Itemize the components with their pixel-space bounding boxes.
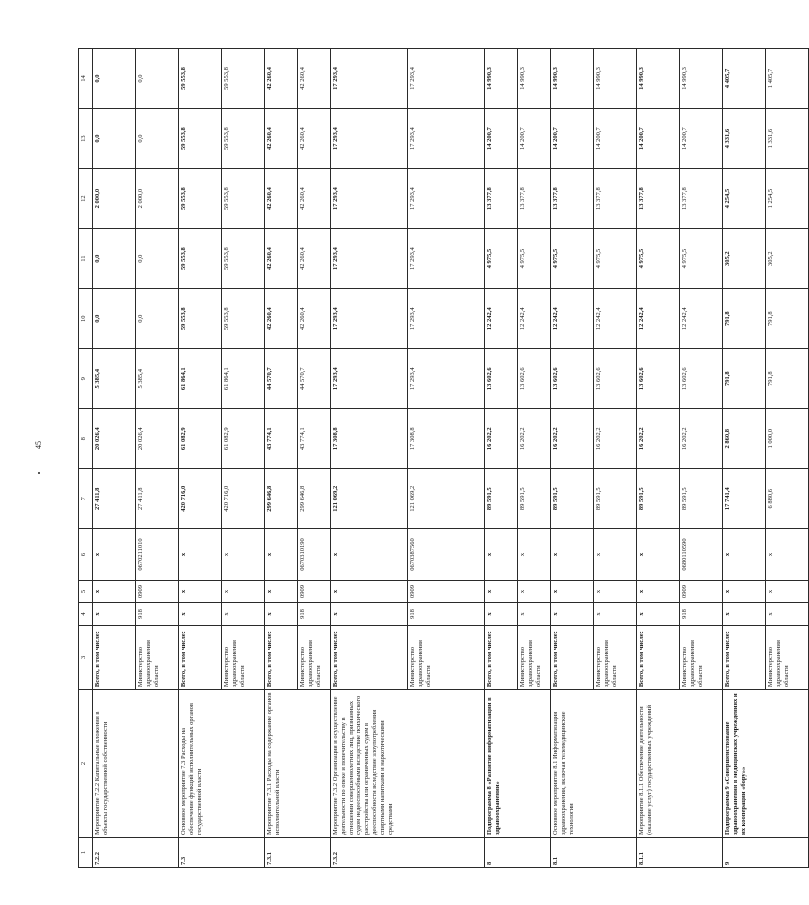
value-cell: 13 377,8 [518, 169, 551, 229]
value-cell: 1 405,7 [766, 49, 809, 109]
value-cell: 13 377,8 [551, 169, 594, 229]
value-cell: 5 385,4 [93, 349, 136, 409]
value-cell: 17 293,4 [331, 169, 408, 229]
code-rzpr: x [723, 580, 766, 603]
value-cell: 4 975,5 [637, 229, 680, 289]
value-cell: 61 864,1 [222, 349, 265, 409]
value-cell: 13 602,6 [551, 349, 594, 409]
table-row [485, 49, 518, 868]
code-grbs: x [222, 603, 265, 626]
value-cell: 4 975,5 [594, 229, 637, 289]
value-cell: 89 591,5 [551, 469, 594, 529]
value-cell: 89 591,5 [485, 469, 518, 529]
value-cell: 420 716,0 [179, 469, 222, 529]
value-cell: 13 377,8 [680, 169, 723, 229]
value-cell: 89 591,5 [637, 469, 680, 529]
value-cell: 27 411,8 [136, 469, 179, 529]
code-grbs: x [179, 603, 222, 626]
table-row [551, 49, 594, 868]
value-cell: 1 254,5 [766, 169, 809, 229]
column-header: 4 [79, 603, 93, 626]
row-id: 7.3.1 [265, 837, 331, 867]
code-grbs: x [265, 603, 298, 626]
value-cell: 0,0 [93, 109, 136, 169]
code-csr: x [331, 529, 408, 580]
column-header: 9 [79, 349, 93, 409]
code-csr: x [551, 529, 594, 580]
funding-source: Всего, в том числе: [331, 625, 408, 689]
code-grbs: x [637, 603, 680, 626]
value-cell: 12 242,4 [680, 289, 723, 349]
value-cell: 89 591,5 [518, 469, 551, 529]
funding-source: Министерство здравоохранения области [222, 625, 265, 689]
value-cell: 17 308,8 [408, 409, 485, 469]
value-cell: 4 975,5 [518, 229, 551, 289]
value-cell: 1 331,6 [766, 109, 809, 169]
value-cell: 14 200,7 [680, 109, 723, 169]
column-header: 11 [79, 229, 93, 289]
code-grbs: 918 [136, 603, 179, 626]
value-cell: 14 200,7 [637, 109, 680, 169]
value-cell: 27 411,8 [93, 469, 136, 529]
value-cell: 2 000,0 [93, 169, 136, 229]
value-cell: 14 990,3 [637, 49, 680, 109]
value-cell: 17 308,8 [331, 409, 408, 469]
rotated-page [78, 48, 790, 868]
funding-source: Министерство здравоохранения области [298, 625, 331, 689]
value-cell: 299 646,8 [265, 469, 298, 529]
value-cell: 2 000,0 [136, 169, 179, 229]
value-cell: 59 553,8 [222, 49, 265, 109]
value-cell: 0,0 [136, 49, 179, 109]
value-cell: 59 553,8 [179, 229, 222, 289]
funding-source: Министерство здравоохранения области [408, 625, 485, 689]
value-cell: 59 553,8 [179, 169, 222, 229]
code-grbs: x [594, 603, 637, 626]
funding-source: Министерство здравоохранения области [680, 625, 723, 689]
value-cell: 13 377,8 [485, 169, 518, 229]
value-cell: 13 602,6 [518, 349, 551, 409]
code-grbs: 918 [298, 603, 331, 626]
value-cell: 14 200,7 [594, 109, 637, 169]
value-cell: 89 591,5 [594, 469, 637, 529]
code-grbs: x [551, 603, 594, 626]
code-rzpr: x [265, 580, 298, 603]
funding-source: Министерство здравоохранения области [518, 625, 551, 689]
value-cell: 13 602,6 [594, 349, 637, 409]
table-row [723, 49, 766, 868]
value-cell: 42 260,4 [265, 229, 298, 289]
value-cell: 13 602,6 [680, 349, 723, 409]
value-cell: 420 716,0 [222, 469, 265, 529]
code-csr: x [637, 529, 680, 580]
value-cell: 59 553,8 [222, 109, 265, 169]
value-cell: 0,0 [93, 49, 136, 109]
funding-source: Всего, в том числе: [637, 625, 680, 689]
value-cell: 42 260,4 [298, 169, 331, 229]
code-csr: 0680110590 [680, 529, 723, 580]
row-id: 9 [723, 837, 809, 867]
row-name: Подпрограмма 8 «Развитие информатизации в здравоохранении» [485, 690, 551, 838]
code-csr: x [518, 529, 551, 580]
row-name: Основное мероприятие 7.3 Расходы на обеспечение функций исполнительных органов государственной власти [179, 690, 265, 838]
row-id: 7.3.2 [331, 837, 485, 867]
budget-table [78, 48, 809, 868]
header-row [79, 49, 93, 868]
code-csr: 0670387560 [408, 529, 485, 580]
code-grbs: x [766, 603, 809, 626]
column-header: 12 [79, 169, 93, 229]
funding-source: Всего, в том числе: [179, 625, 222, 689]
value-cell: 14 200,7 [551, 109, 594, 169]
value-cell: 59 553,8 [179, 109, 222, 169]
value-cell: 20 026,4 [93, 409, 136, 469]
code-csr: x [594, 529, 637, 580]
value-cell: 17 293,4 [331, 229, 408, 289]
value-cell: 14 990,3 [551, 49, 594, 109]
code-grbs: x [331, 603, 408, 626]
value-cell: 0,0 [93, 289, 136, 349]
value-cell: 44 570,7 [298, 349, 331, 409]
value-cell: 17 293,4 [408, 349, 485, 409]
value-cell: 4 975,5 [485, 229, 518, 289]
table-row [265, 49, 298, 868]
value-cell: 16 202,2 [551, 409, 594, 469]
row-name: Мероприятие 7.3.1 Расходы на содержание органов исполнительной власти [265, 690, 331, 838]
code-csr: x [222, 529, 265, 580]
value-cell: 17 293,4 [408, 229, 485, 289]
code-rzpr: x [93, 580, 136, 603]
table-row [637, 49, 680, 868]
value-cell: 12 242,4 [485, 289, 518, 349]
value-cell: 2 860,8 [723, 409, 766, 469]
page-number: 45 [34, 441, 43, 449]
value-cell: 59 553,8 [179, 49, 222, 109]
row-name: Мероприятие 8.1.1 Обеспечение деятельности (оказание услуг) государственных учреждений [637, 690, 723, 838]
row-name: Основное мероприятие 8.1 Информатизация здравоохранения, включая телемедицинские технологии [551, 690, 637, 838]
value-cell: 12 242,4 [551, 289, 594, 349]
code-rzpr: x [594, 580, 637, 603]
row-id: 8 [485, 837, 551, 867]
value-cell: 17 293,4 [331, 49, 408, 109]
code-grbs: 918 [408, 603, 485, 626]
code-grbs: x [93, 603, 136, 626]
value-cell: 17 293,4 [408, 169, 485, 229]
value-cell: 14 990,3 [594, 49, 637, 109]
value-cell: 17 293,4 [408, 289, 485, 349]
value-cell: 791,8 [723, 289, 766, 349]
code-rzpr: 0909 [408, 580, 485, 603]
value-cell: 5 385,4 [136, 349, 179, 409]
value-cell: 42 260,4 [265, 289, 298, 349]
value-cell: 44 570,7 [265, 349, 298, 409]
value-cell: 59 553,8 [222, 229, 265, 289]
code-rzpr: 0909 [298, 580, 331, 603]
column-header: 7 [79, 469, 93, 529]
value-cell: 4 405,7 [723, 49, 766, 109]
page-dot [38, 472, 40, 474]
value-cell: 299 646,8 [298, 469, 331, 529]
code-csr: x [265, 529, 298, 580]
value-cell: 12 242,4 [518, 289, 551, 349]
funding-source: Министерство здравоохранения области [136, 625, 179, 689]
column-header: 3 [79, 625, 93, 689]
table-row [179, 49, 222, 868]
funding-source: Всего, в том числе: [551, 625, 594, 689]
row-name: Мероприятие 7.3.2 Организация и осуществление деятельности по опеке и попечительству в отношении совершеннолетних лиц, признанных судом недееспособными вследствие психического расстройства или ограниченных судом в дееспособности вследствие злоупотребления спиртными напитками и наркотическими средствами [331, 690, 485, 838]
funding-source: Всего, в том числе: [723, 625, 766, 689]
value-cell: 14 200,7 [485, 109, 518, 169]
code-grbs: x [485, 603, 518, 626]
value-cell: 121 069,2 [331, 469, 408, 529]
code-rzpr: 0909 [680, 580, 723, 603]
value-cell: 4 975,5 [680, 229, 723, 289]
column-header: 5 [79, 580, 93, 603]
value-cell: 305,2 [766, 229, 809, 289]
value-cell: 42 260,4 [265, 169, 298, 229]
value-cell: 14 990,3 [485, 49, 518, 109]
value-cell: 791,8 [723, 349, 766, 409]
value-cell: 13 377,8 [594, 169, 637, 229]
value-cell: 42 260,4 [298, 49, 331, 109]
value-cell: 0,0 [136, 289, 179, 349]
code-csr: x [179, 529, 222, 580]
value-cell: 13 602,6 [637, 349, 680, 409]
code-rzpr: x [637, 580, 680, 603]
value-cell: 16 202,2 [594, 409, 637, 469]
value-cell: 61 082,9 [222, 409, 265, 469]
value-cell: 61 082,9 [179, 409, 222, 469]
value-cell: 6 880,6 [766, 469, 809, 529]
value-cell: 16 202,2 [680, 409, 723, 469]
value-cell: 4 975,5 [551, 229, 594, 289]
value-cell: 12 242,4 [594, 289, 637, 349]
value-cell: 0,0 [136, 109, 179, 169]
value-cell: 42 260,4 [298, 229, 331, 289]
value-cell: 61 864,1 [179, 349, 222, 409]
value-cell: 17 293,4 [331, 349, 408, 409]
value-cell: 16 202,2 [637, 409, 680, 469]
value-cell: 17 293,4 [408, 109, 485, 169]
value-cell: 43 774,1 [265, 409, 298, 469]
column-header: 1 [79, 837, 93, 867]
code-csr: x [766, 529, 809, 580]
value-cell: 13 377,8 [637, 169, 680, 229]
column-header: 10 [79, 289, 93, 349]
code-grbs: 918 [680, 603, 723, 626]
column-header: 8 [79, 409, 93, 469]
value-cell: 17 293,4 [331, 289, 408, 349]
value-cell: 59 553,8 [222, 289, 265, 349]
value-cell: 12 242,4 [637, 289, 680, 349]
funding-source: Всего, в том числе: [93, 625, 136, 689]
column-header: 2 [79, 690, 93, 838]
code-rzpr: x [551, 580, 594, 603]
row-id: 8.1.1 [637, 837, 723, 867]
column-header: 6 [79, 529, 93, 580]
column-header: 13 [79, 109, 93, 169]
value-cell: 16 202,2 [485, 409, 518, 469]
value-cell: 17 293,4 [331, 109, 408, 169]
code-rzpr: x [485, 580, 518, 603]
row-name: Мероприятие 7.2.2 Капитальные вложения в объекты государственной собственности [93, 690, 179, 838]
value-cell: 305,2 [723, 229, 766, 289]
row-id: 8.1 [551, 837, 637, 867]
value-cell: 121 069,2 [408, 469, 485, 529]
value-cell: 59 553,8 [222, 169, 265, 229]
code-csr: x [485, 529, 518, 580]
value-cell: 42 260,4 [298, 289, 331, 349]
value-cell: 0,0 [136, 229, 179, 289]
value-cell: 1 000,0 [766, 409, 809, 469]
value-cell: 0,0 [93, 229, 136, 289]
value-cell: 89 591,5 [680, 469, 723, 529]
value-cell: 13 602,6 [485, 349, 518, 409]
code-grbs: x [518, 603, 551, 626]
value-cell: 4 254,5 [723, 169, 766, 229]
row-id: 7.2.2 [93, 837, 179, 867]
code-csr: 0670211010 [136, 529, 179, 580]
code-rzpr: x [766, 580, 809, 603]
value-cell: 20 026,4 [136, 409, 179, 469]
value-cell: 4 331,6 [723, 109, 766, 169]
code-rzpr: 0909 [136, 580, 179, 603]
table-row [331, 49, 408, 868]
code-grbs: x [723, 603, 766, 626]
value-cell: 16 202,2 [518, 409, 551, 469]
code-csr: x [723, 529, 766, 580]
table-row [93, 49, 136, 868]
value-cell: 42 260,4 [265, 49, 298, 109]
funding-source: Всего, в том числе: [485, 625, 518, 689]
row-name: Подпрограмма 9 «Совершенствование здравоохранения в медицинских учреждениях и их кооперации «бору»» [723, 690, 809, 838]
funding-source: Министерство здравоохранения области [594, 625, 637, 689]
value-cell: 791,8 [766, 289, 809, 349]
code-rzpr: x [331, 580, 408, 603]
code-csr: 0670310190 [298, 529, 331, 580]
value-cell: 14 990,3 [518, 49, 551, 109]
value-cell: 43 774,1 [298, 409, 331, 469]
value-cell: 17 741,4 [723, 469, 766, 529]
code-rzpr: x [179, 580, 222, 603]
value-cell: 14 200,7 [518, 109, 551, 169]
value-cell: 42 260,4 [298, 109, 331, 169]
value-cell: 42 260,4 [265, 109, 298, 169]
value-cell: 59 553,8 [179, 289, 222, 349]
value-cell: 791,8 [766, 349, 809, 409]
column-header: 14 [79, 49, 93, 109]
code-rzpr: x [518, 580, 551, 603]
funding-source: Всего, в том числе: [265, 625, 298, 689]
code-csr: x [93, 529, 136, 580]
value-cell: 14 990,3 [680, 49, 723, 109]
value-cell: 17 293,4 [408, 49, 485, 109]
funding-source: Министерство здравоохранения области [766, 625, 809, 689]
row-id: 7.3 [179, 837, 265, 867]
code-rzpr: x [222, 580, 265, 603]
